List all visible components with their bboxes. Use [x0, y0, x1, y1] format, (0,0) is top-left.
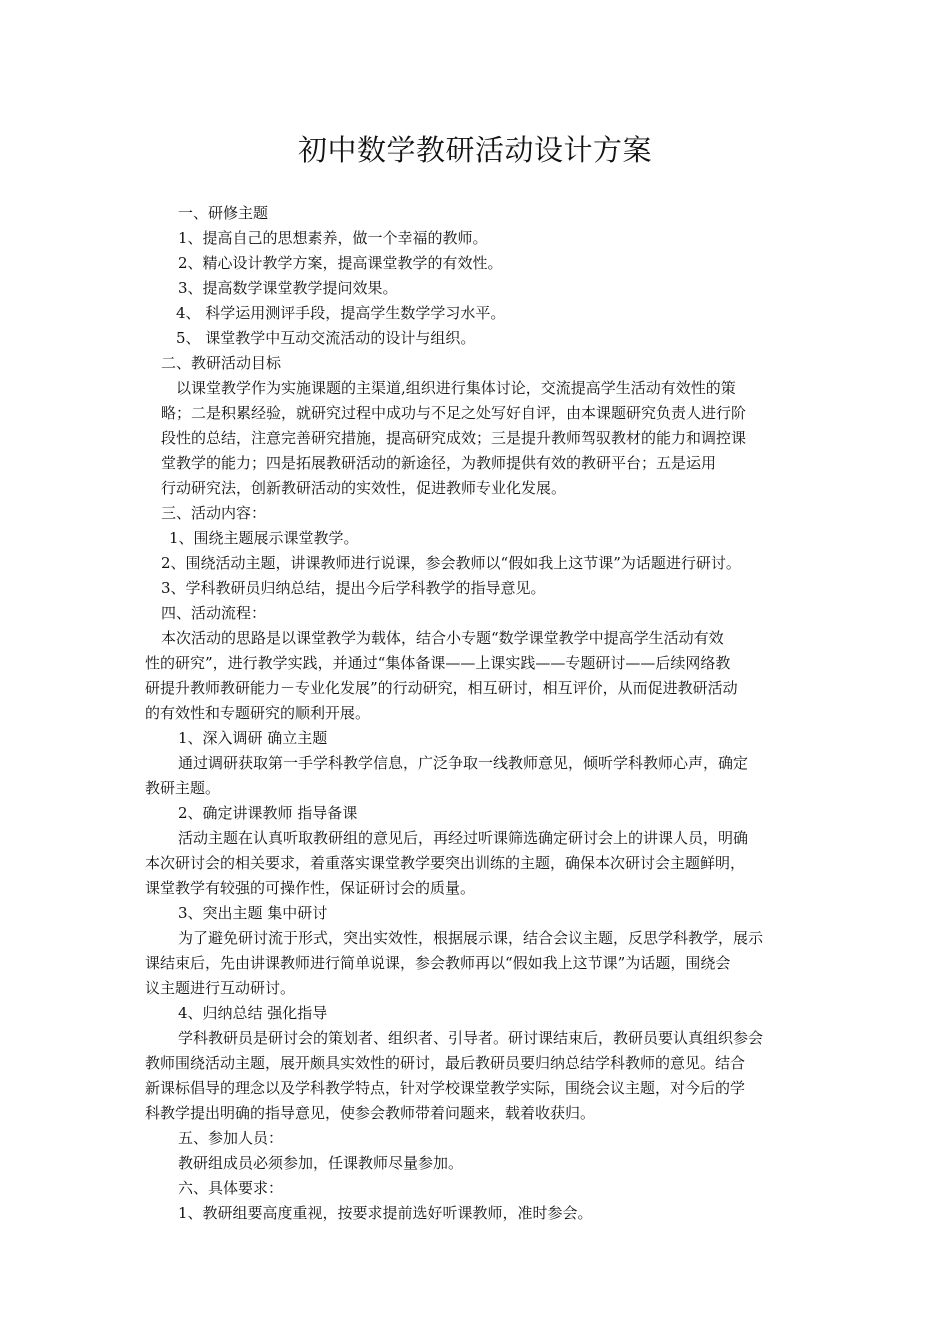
text-line: 的有效性和专题研究的顺利开展。: [145, 704, 371, 722]
text-line: 活动主题在认真听取教研组的意见后，再经过听课筛选确定研讨会上的讲课人员，明确: [178, 829, 749, 847]
text-line: 课结束后，先由讲课教师进行简单说课，参会教师再以“假如我上这节课”为话题，围绕会: [145, 954, 731, 972]
text-line: 略；二是积累经验，就研究过程中成功与不足之处写好自评，由本课题研究负责人进行阶: [161, 404, 747, 422]
text-line: 2、精心设计教学方案，提高课堂教学的有效性。: [178, 254, 503, 272]
text-line: 行动研究法，创新教研活动的实效性，促进教师专业化发展。: [161, 479, 567, 497]
text-line: 本次研讨会的相关要求，着重落实课堂教学要突出训练的主题，确保本次研讨会主题鲜明，: [145, 854, 746, 872]
subsection-heading: 4、归纳总结 强化指导: [178, 1004, 328, 1022]
text-line: 学科教研员是研讨会的策划者、组织者、引导者。研讨课结束后，教研员要认真组织参会: [178, 1029, 764, 1047]
text-line: 1、围绕主题展示课堂教学。: [169, 529, 359, 547]
text-line: 3、提高数学课堂教学提问效果。: [178, 279, 398, 297]
section-heading: 六、具体要求：: [178, 1179, 284, 1197]
text-line: 教师围绕活动主题，展开颇具实效性的研讨，最后教研员要归纳总结学科教师的意见。结合: [145, 1054, 746, 1072]
text-line: 1、提高自己的思想素养，做一个幸福的教师。: [178, 229, 488, 247]
section-heading: 二、教研活动目标: [161, 354, 282, 372]
section-heading: 一、研修主题: [178, 204, 269, 222]
text-line: 本次活动的思路是以课堂教学为载体，结合小专题“数学课堂教学中提高学生活动有效: [161, 629, 724, 647]
subsection-heading: 2、确定讲课教师 指导备课: [178, 804, 358, 822]
section-heading: 四、活动流程：: [161, 604, 267, 622]
text-line: 以课堂教学作为实施课题的主渠道,组织进行集体讨论，交流提高学生活动有效性的策: [176, 379, 736, 397]
text-line: 通过调研获取第一手学科教学信息，广泛争取一线教师意见，倾听学科教师心声，确定: [178, 754, 749, 772]
text-line: 3、学科教研员归纳总结，提出今后学科教学的指导意见。: [161, 579, 546, 597]
subsection-heading: 1、深入调研 确立主题: [178, 729, 328, 747]
document-title: 初中数学教研活动设计方案: [297, 133, 652, 167]
text-line: 为了避免研讨流于形式，突出实效性，根据展示课，结合会议主题，反思学科教学，展示: [178, 929, 764, 947]
text-line: 1、教研组要高度重视，按要求提前选好听课教师，准时参会。: [178, 1204, 593, 1222]
subsection-heading: 3、突出主题 集中研讨: [178, 904, 328, 922]
text-line: 2、围绕活动主题，讲课教师进行说课，参会教师以“假如我上这节课”为话题进行研讨。: [161, 554, 741, 572]
text-line: 段性的总结，注意完善研究措施，提高研究成效；三是提升教师驾驭教材的能力和调控课: [161, 429, 747, 447]
section-heading: 三、活动内容：: [161, 504, 267, 522]
text-line: 堂教学的能力；四是拓展教研活动的新途径，为教师提供有效的教研平台；五是运用: [161, 454, 717, 472]
text-line: 教研组成员必须参加，任课教师尽量参加。: [178, 1154, 464, 1172]
text-line: 科教学提出明确的指导意见，使参会教师带着问题来，载着收获归。: [145, 1104, 596, 1122]
text-line: 课堂教学有较强的可操作性，保证研讨会的质量。: [145, 879, 476, 897]
text-line: 5、 课堂教学中互动交流活动的设计与组织。: [176, 329, 476, 347]
text-line: 新课标倡导的理念以及学科教学特点，针对学校课堂教学实际，围绕会议主题，对今后的学: [145, 1079, 746, 1097]
text-line: 议主题进行互动研讨。: [145, 979, 296, 997]
text-line: 性的研究”，进行教学实践，并通过“集体备课——上课实践——专题研讨——后续网络教: [145, 654, 731, 672]
text-line: 4、 科学运用测评手段，提高学生数学学习水平。: [176, 304, 506, 322]
text-line: 研提升教师教研能力－专业化发展”的行动研究，相互研讨，相互评价，从而促进教研活动: [145, 679, 738, 697]
section-heading: 五、参加人员：: [178, 1129, 284, 1147]
text-line: 教研主题。: [145, 779, 221, 797]
